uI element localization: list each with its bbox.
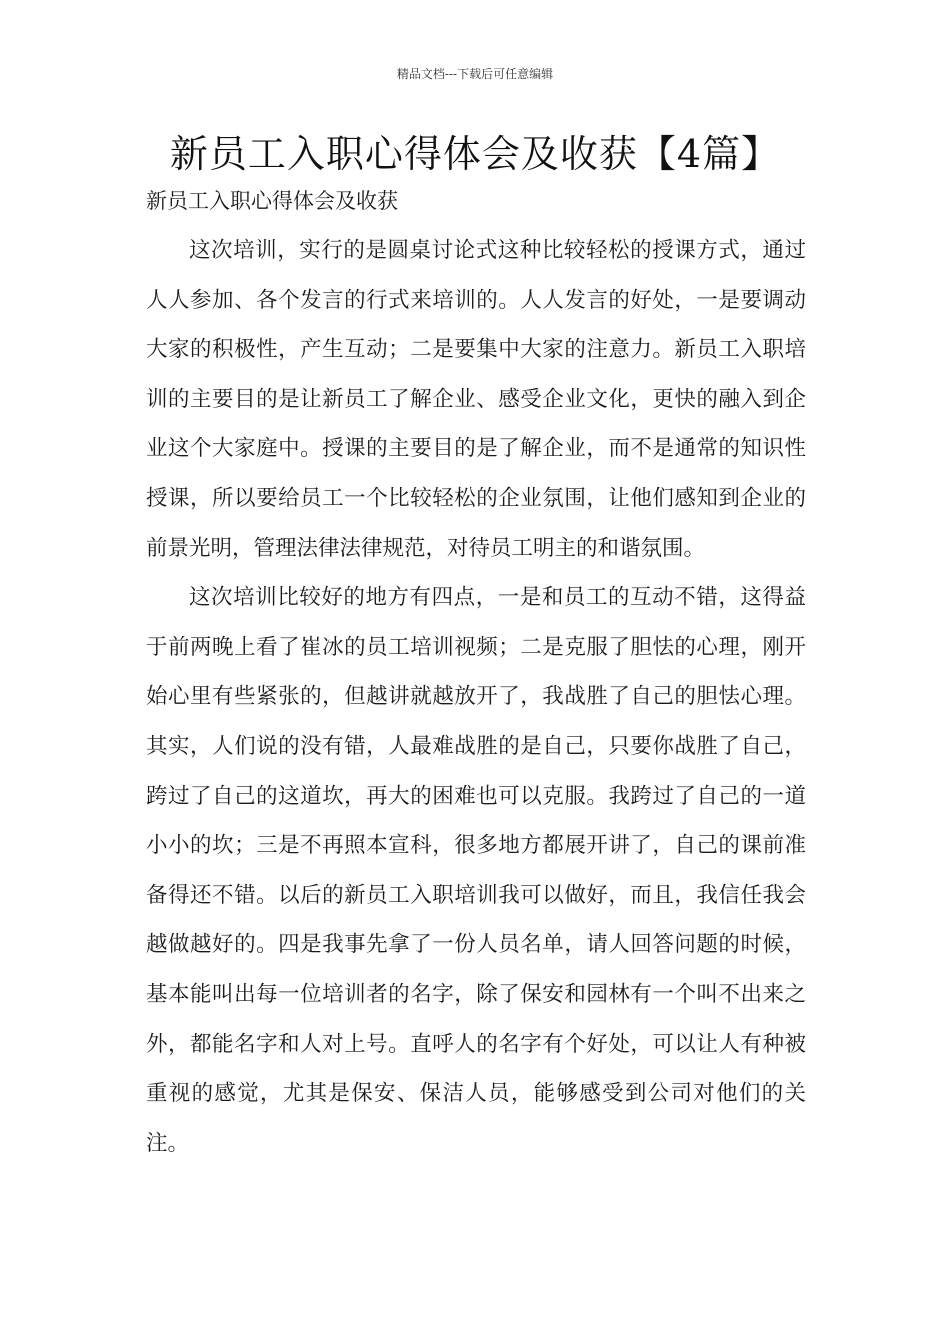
header-note: 精品文档---下载后可任意编辑 [396,67,554,81]
document-subtitle: 新员工入职心得体会及收获 [146,189,398,213]
document-body [146,226,806,1168]
paragraph-1: 这次培训，实行的是圆桌讨论式这种比较轻松的授课方式，通过人人参加、各个发言的行式来培训的。人人发言的好处，一是要调动大家的积极性，产生互动；二是要集中大家的注意力。新员工入职培训的主要目的是让新员工了解企业、感受企业文化，更快的融入到企业这个大家庭中。授课的主要目的是了解企业，而不是通常的知识性授课，所以要给员工一个比较轻松的企业氛围，让他们感知到企业的前景光明，管理法律法律规范，对待员工明主的和谐氛围。 [146,238,806,561]
document-title: 新员工入职心得体会及收获【4篇】 [169,132,781,176]
paragraph-2: 这次培训比较好的地方有四点，一是和员工的互动不错，这得益于前两晚上看了崔冰的员工培训视频；二是克服了胆怯的心理，刚开始心里有些紧张的，但越讲就越放开了，我战胜了自己的胆怯心理。其实，人们说的没有错，人最难战胜的是自己，只要你战胜了自己，跨过了自己的这道坎，再大的困难也可以克服。我跨过了自己的一道小小的坎；三是不再照本宣科，很多地方都展开讲了，自己的课前准备得还不错。以后的新员工入职培训我可以做好，而且，我信任我会越做越好的。四是我事先拿了一份人员名单，请人回答问题的时候，基本能叫出每一位培训者的名字，除了保安和园林有一个叫不出来之外，都能名字和人对上号。直呼人的名字有个好处，可以让人有种被重视的感觉，尤其是保安、保洁人员，能够感受到公司对他们的关注。 [146,585,806,1156]
